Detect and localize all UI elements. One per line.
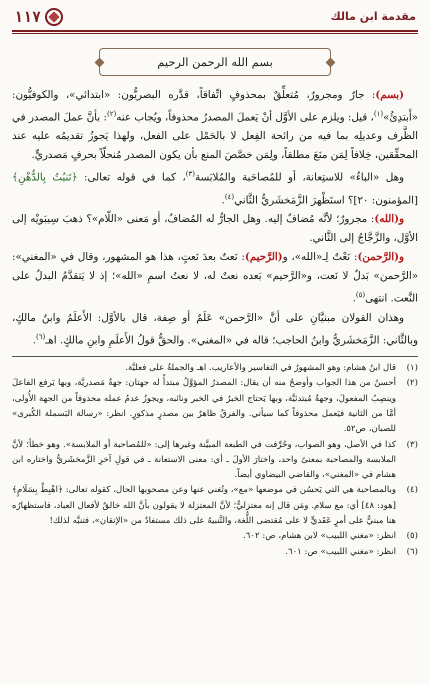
main-text — [12, 86, 418, 350]
footnote — [12, 438, 418, 484]
text-run: وهذان القولان مبنيَّانِ على أنَّ «الرَّحمن» عَلَمٌ أو صِفة، قال بالأوَّل: الأَعلَمُ وابنُ مالكٍ، وبالثَّاني: الزَّمَخشَريُّ وابنُ الحاجب؛ قاله في «المغني». والحقُّ قولُ الأَعلَمِ وابنِ مالكٍ. اهـ — [12, 311, 418, 347]
footnote — [12, 483, 418, 529]
paragraph — [12, 248, 418, 308]
text-run: : مجرورٌ؛ لأنَّه مُضافٌ إليه. وهل الجارُّ له المُضافُ، أو مَعنى «اللّام»؟ ذهبَ سِيبَويْه إلى الأوَّل، والزَّجَّاجُ إلى الثَّاني. — [12, 213, 418, 245]
footnote-number: (١) — [406, 363, 418, 374]
footnote-number: (٦) — [406, 546, 418, 557]
footnote-ref: (٤) — [224, 192, 235, 201]
page-number: ١١٧ — [14, 8, 42, 26]
heading-term: (بسم) — [375, 89, 404, 101]
footnote — [12, 529, 418, 544]
quran-verse: ﴿تَنبُتُ بِالدُّهْنِ﴾ — [12, 171, 78, 184]
header-rule — [12, 30, 418, 32]
footnote-number: (٥) — [406, 531, 418, 542]
footnote — [12, 376, 418, 437]
page-header — [12, 4, 418, 36]
footnote — [12, 545, 418, 560]
footnote-number: (٤) — [406, 485, 418, 496]
text-run: [المؤمنون: ٢٠]؟ استَظْهرَ الزَّمَخشَريُّ الثَّاني — [234, 194, 418, 207]
text-run: : نَعْتٌ لِـ«الله»، و — [282, 251, 358, 264]
paragraph — [12, 210, 418, 248]
footnote-ref: (٣) — [185, 170, 195, 179]
text-run: . — [32, 334, 37, 347]
footnote-text: انظر: «مغني اللبيب» ص: ٦٠١. — [285, 546, 396, 557]
ornament-seal-icon — [45, 8, 63, 26]
footnote-number: (٢) — [406, 378, 418, 389]
footnote-divider — [12, 356, 418, 357]
footnote-text: وبالمصاحبة هي التي يَحسُن في موضعها «مع»، وتُغني عنها وعن مصحوبها الحال، كقوله تعالى: ﴿اهْبِطْ بِسَلَامٍ﴾ [هود: ٤٨] أي: مع سلام. ومَن قال إنه معتزليٌّ؛ لأنَّ المعتزلة لا يقولون بأنَّ الله خالقٌ لأفعال العباد، فاستظهارُه هنا مبنيٌّ على أمرٍ عَقَديٍّ لا على مُقتضى اللُّغة، والتَّنبيهُ على ذلك مستفادٌ من «الإتقان»، فتنبَّه لذلك! — [12, 485, 396, 527]
footnote-ref: (٢) — [106, 110, 117, 118]
paragraph — [12, 165, 418, 210]
footnotes — [12, 361, 418, 560]
book-title: مقدمة ابن مالك — [330, 10, 416, 23]
footnote-ref: (٥) — [355, 291, 366, 300]
page-number-box — [14, 8, 63, 26]
text-run: ، كما في قوله تعالى: — [77, 171, 186, 184]
footnote-ref: (٦) — [36, 332, 46, 341]
paragraph — [12, 86, 418, 165]
footnote-text: قال ابنُ هشام: وهو المشهورُ في التفاسير والأعاريب. اهـ والجملةُ على فعليَّة. — [125, 363, 396, 374]
basmala-frame — [99, 48, 331, 76]
footnote-number: (٣) — [406, 439, 418, 450]
text-run: : نَعتٌ بعدَ نَعتٍ، هذا هو المشهور، وقال في «المغني»: «الرَّحمن» بَدلٌ لا نَعت، و«الرَّحيم» بَعده نعتٌ له، لا نعتُ اسمِ «الله»؛ إذ لا يَتقدَّمُ البدلُ على النَّعت. انتهى — [12, 251, 418, 305]
text-run: وهل «الباءُ» للاستِعانة، أو للمُصاحَبة والمُلابَسة — [194, 171, 404, 184]
footnote-text: كذا في الأصل، وهو الصواب، وحُرِّفت في الطبعة المبيَّنة وغيرها إلى: «للمُصاحبة أو الملابسة». وهو خطأ؛ لأنَّ الملابسة والمصاحبة بمعنىً واحد، واختارَ الأولَ ـ أي: معنى الاستعانة ـ في قولِ آخرِ الزَّمخشَريُّ واختاره ابن هشام في «المغني»، والقاضي البيضاوي أيضاً. — [12, 439, 396, 481]
basmala: بسم الله الرحمن الرحيم — [157, 55, 273, 69]
text-run: . — [221, 194, 225, 207]
footnote-text: أحسنُ من هذا الجواب وأوضحُ منه أن يقال: المصدرُ المؤوَّلُ مبتدأً له جهتان: جهةٌ مَصدريَّة، وبها يَرفع الفاعلَ وينصِبُ المفعولَ، وجهةٌ مُبتدئيَّة، وبها يَحتاج الخبرُ في الخبر ونائبه، ويجوزُ عدمُ عمله محذوفاً من الجهة الأُولى، أمَّا من الثانية فيَعمل محذوفاً كما سيأتي. والفرقُ ظاهرٌ بين مصدرٍ مذكورٍ. انظر: «رسالة البَسملة الكُبرى» للصبان، ص٥٢. — [12, 378, 396, 435]
header-rule-thin — [12, 33, 418, 34]
text-run: ، قيل: ويلزم على الأوَّل أنْ يَعملَ المصدرُ محذوفاً، ويُجاب عنه — [116, 111, 374, 124]
paragraph — [12, 309, 418, 350]
heading-term: (الرَّحيم) — [244, 251, 283, 264]
heading-term: و(الله) — [374, 213, 404, 226]
footnote-ref: (١) — [373, 110, 384, 118]
text-run: : جارٌ ومجرورٌ، مُتعلِّقٌ بمحذوفٍ اتِّفاقاً، قدَّره البصريُّون: «ابتدائي»، والكوفيُّون: «أَبتدِئُ» — [12, 89, 418, 124]
heading-term: و(الرَّحمن) — [357, 251, 404, 264]
footnote — [12, 361, 418, 376]
text-run: . — [352, 292, 356, 305]
text-run: : بأنَّ عملَ المصدر في الظَّرف وعديلِه بما فيه من رائحة الفِعل لا بالحَمْل على الفعل، ولهذا يَجوزُ تقديمُه عليه عند المحقِّقين، خِلافاً لِمَن منَعَ مطلقاً، ولِمَن خصَّصَ المنع بأن يكون المصدر مُنحلّاً بحرفٍ مَصدريٍّ. — [12, 111, 418, 162]
footnote-text: انظر: «مغني اللبيب» لابن هشام، ص: ٦٠٢. — [243, 531, 396, 542]
